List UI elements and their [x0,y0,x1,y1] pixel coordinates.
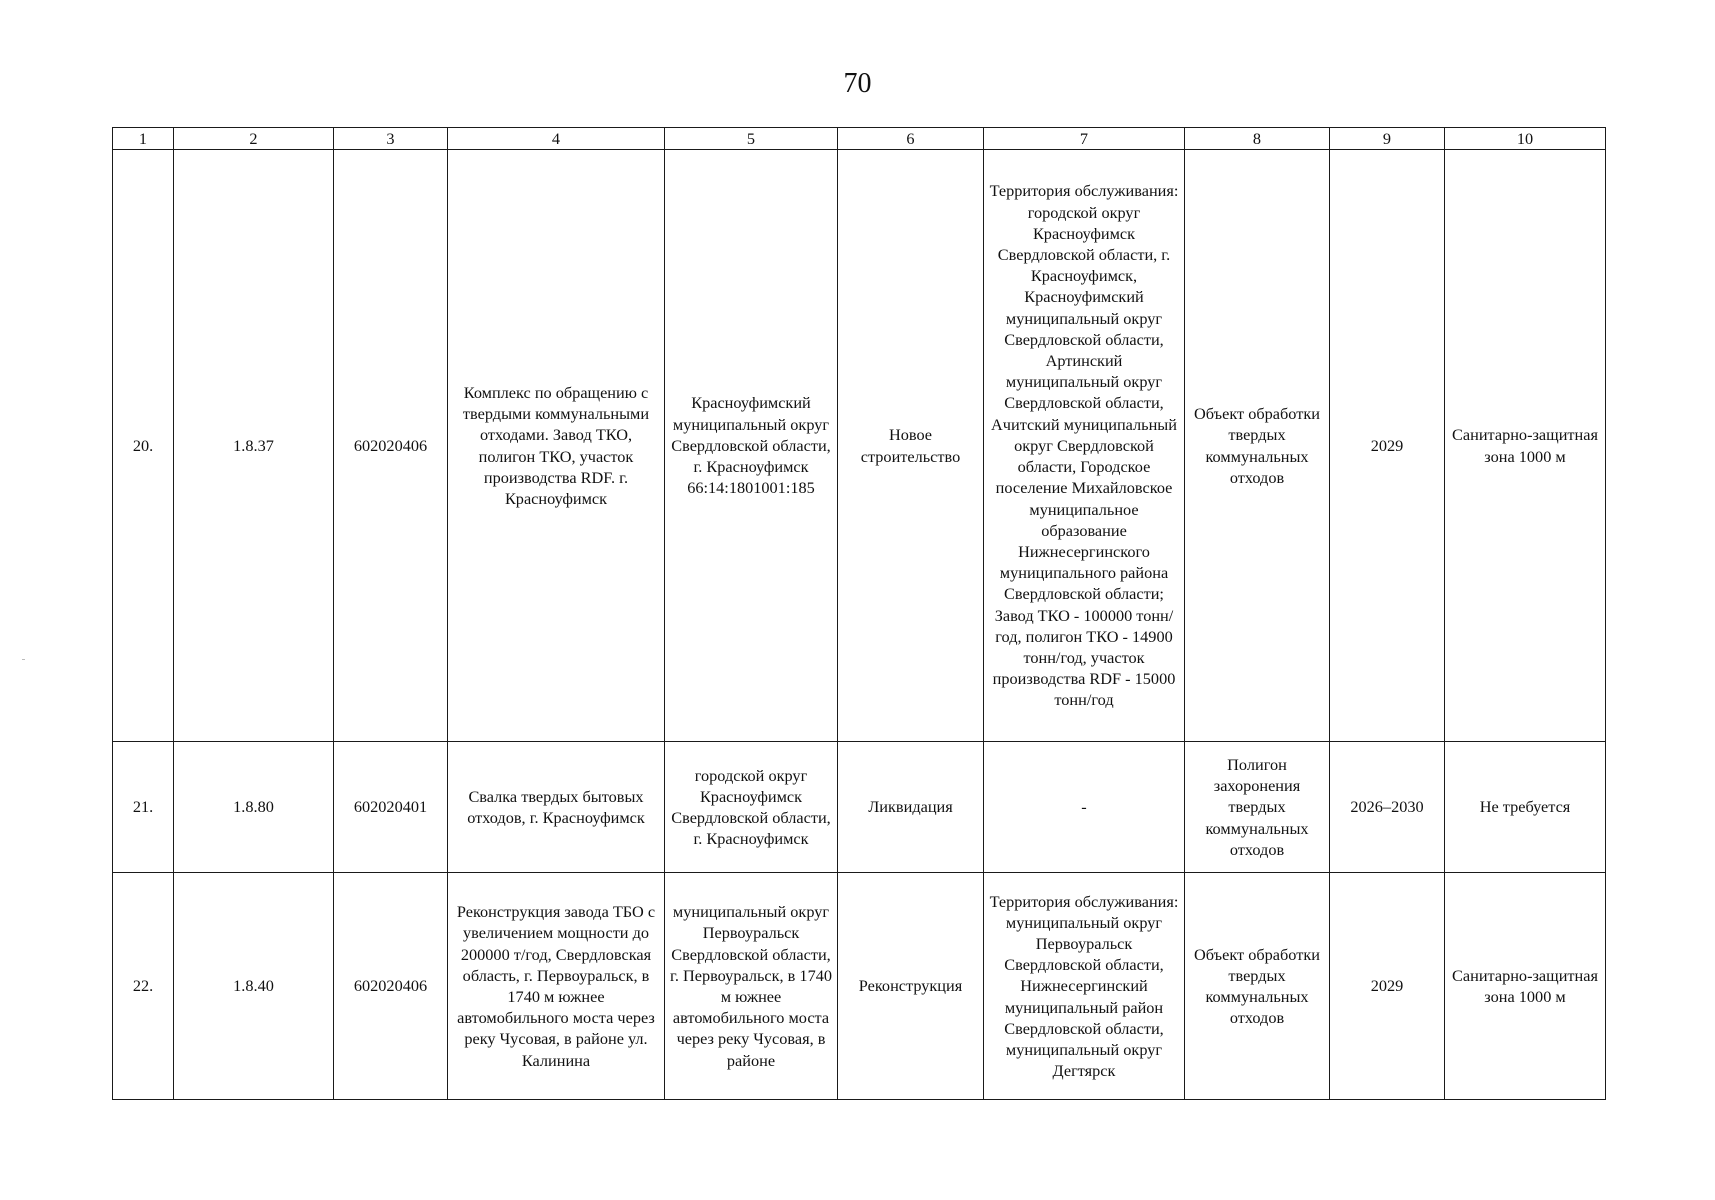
row-number: 20. [113,150,174,742]
table-row [113,873,1606,1100]
object-code: 1.8.40 [174,873,334,1100]
object-name: Комплекс по обращению с твердыми коммунальными отходами. Завод ТКО, полигон ТКО, участок производства RDF. г. Красноуфимск [448,150,665,742]
header-row [113,128,1606,150]
object-code: 1.8.80 [174,742,334,873]
col-header-5: 5 [665,128,838,150]
okpd-code: 602020406 [334,150,448,742]
object-type: Объект обработки твердых коммунальных отходов [1185,150,1330,742]
object-type: Полигон захоронения твердых коммунальных отходов [1185,742,1330,873]
restriction-zone: Санитарно-защитная зона 1000 м [1445,150,1606,742]
table-row [113,742,1606,873]
registry-table [112,127,1606,1100]
object-location: Красноуфимский муниципальный округ Свердловской области, г. Красноуфимск 66:14:1801001:185 [665,150,838,742]
row-number: 21. [113,742,174,873]
okpd-code: 602020401 [334,742,448,873]
implementation-year: 2026–2030 [1330,742,1445,873]
restriction-zone: Санитарно-защитная зона 1000 м [1445,873,1606,1100]
object-characteristics: Территория обслуживания: городской округ Красноуфимск Свердловской области, г. Красноуфимск, Красноуфимский муниципальный округ Свердловской области, Артинский муниципальный округ Свердловской области, Ачитский муниципальный округ Свердловской области, Городское поселение Михайловское муниципальное образование Нижнесергинского муниципального района Свердловской области; Завод ТКО - 100000 тонн/год, полигон ТКО - 14900 тонн/год, участок производства RDF - 15000 тонн/год [984,150,1185,742]
row-number: 22. [113,873,174,1100]
activity-type: Новое строительство [838,150,984,742]
scan-artifact [22,659,25,660]
activity-type: Ликвидация [838,742,984,873]
col-header-10: 10 [1445,128,1606,150]
object-location: городской округ Красноуфимск Свердловской области, г. Красноуфимск [665,742,838,873]
implementation-year: 2029 [1330,150,1445,742]
col-header-8: 8 [1185,128,1330,150]
object-name: Реконструкция завода ТБО с увеличением мощности до 200000 т/год, Свердловская область, г. Первоуральск, в 1740 м южнее автомобильного моста через реку Чусовая, в районе ул. Калинина [448,873,665,1100]
page-number: 70 [843,68,872,99]
object-characteristics: - [984,742,1185,873]
object-name: Свалка твердых бытовых отходов, г. Красноуфимск [448,742,665,873]
restriction-zone: Не требуется [1445,742,1606,873]
okpd-code: 602020406 [334,873,448,1100]
object-characteristics: Территория обслуживания: муниципальный округ Первоуральск Свердловской области, Нижнесергинский муниципальный район Свердловской области, муниципальный округ Дегтярск [984,873,1185,1100]
implementation-year: 2029 [1330,873,1445,1100]
object-code: 1.8.37 [174,150,334,742]
col-header-2: 2 [174,128,334,150]
col-header-6: 6 [838,128,984,150]
object-type: Объект обработки твердых коммунальных отходов [1185,873,1330,1100]
col-header-3: 3 [334,128,448,150]
object-location: муниципальный округ Первоуральск Свердловской области, г. Первоуральск, в 1740 м южнее автомобильного моста через реку Чусовая, в районе [665,873,838,1100]
col-header-9: 9 [1330,128,1445,150]
col-header-4: 4 [448,128,665,150]
col-header-1: 1 [113,128,174,150]
activity-type: Реконструкция [838,873,984,1100]
col-header-7: 7 [984,128,1185,150]
table-row [113,150,1606,742]
